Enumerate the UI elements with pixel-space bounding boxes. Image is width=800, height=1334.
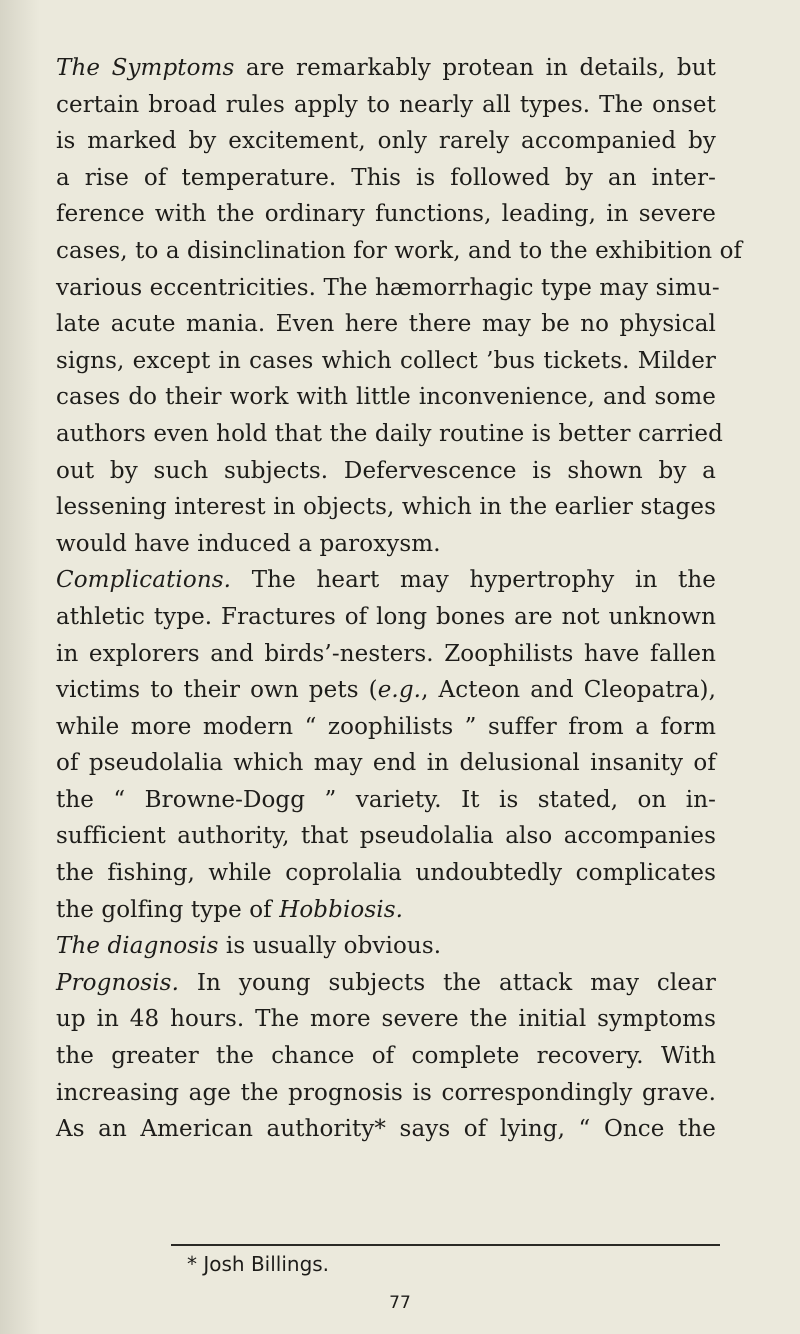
p2-line-2: athletic type. Fractures of long bones are not unknown bbox=[56, 603, 716, 630]
p2-line-1: Complications. The heart may hypertrophy in the bbox=[56, 567, 716, 594]
p4-line-2: up in 48 hours. The more severe the initial symptoms bbox=[56, 1006, 716, 1033]
p1-line-1: The Symptoms are remarkably protean in details, but bbox=[56, 55, 717, 81]
p1-line-5: ference with the ordinary functions, leading, in severe bbox=[56, 201, 716, 228]
p1-line-9: signs, except in cases which collect ’bus tickets. Milder bbox=[56, 347, 716, 374]
page-edge-shadow bbox=[0, 0, 40, 1334]
p1-line-8: late acute mania. Even here there may be no physical bbox=[56, 311, 716, 338]
p4-line-1: Prognosis. In young subjects the attack may clear bbox=[56, 969, 716, 996]
p4-line-4: increasing age the prognosis is correspondingly grave. bbox=[56, 1079, 716, 1106]
p1-line-14: would have induced a paroxysm. bbox=[56, 530, 441, 557]
p2-line-10: the golfing type of Hobbiosis. bbox=[56, 896, 404, 923]
p2-line-5: while more modern “ zoophilists ” suffer from a form bbox=[56, 713, 716, 740]
footnote-divider bbox=[171, 1244, 720, 1246]
p2-line-8: sufficient authority, that pseudolalia also accompanies bbox=[56, 823, 716, 850]
p2-line-4: victims to their own pets (e.g., Acteon and Cleopatra), bbox=[56, 677, 716, 704]
p2-line-9: the fishing, while coprolalia undoubtedly complicates bbox=[56, 860, 716, 887]
hobbiosis-term: Hobbiosis. bbox=[279, 896, 404, 923]
p4-lead: Prognosis. bbox=[56, 969, 179, 996]
p1-line-4: a rise of temperature. This is followed by an inter- bbox=[56, 164, 716, 191]
p1-lead: The Symptoms bbox=[56, 55, 235, 81]
p1-line-10: cases do their work with little inconvenience, and some bbox=[56, 384, 716, 411]
p2-line-3: in explorers and birds’-nesters. Zoophilists have fallen bbox=[56, 640, 716, 667]
p1-line-2: certain broad rules apply to nearly all types. The onset bbox=[56, 91, 716, 118]
body-text bbox=[56, 50, 743, 1148]
footnote: * Josh Billings. bbox=[187, 1252, 330, 1276]
p1-line-6: cases, to a disinclination for work, and to the exhibition of bbox=[56, 237, 743, 264]
p1-line-3: is marked by excitement, only rarely accompanied by bbox=[56, 128, 716, 155]
p1-line-12: out by such subjects. Defervescence is shown by a bbox=[56, 457, 716, 484]
p1-line-7: various eccentricities. The hæmorrhagic type may simu- bbox=[56, 274, 720, 301]
p3-line-1: The diagnosis is usually obvious. bbox=[56, 933, 442, 960]
p4-line-5: As an American authority* says of lying, “ Once the bbox=[56, 1116, 716, 1143]
p1-line-11: authors even hold that the daily routine is better carried bbox=[56, 420, 723, 447]
p4-line-3: the greater the chance of complete recovery. With bbox=[56, 1043, 716, 1070]
p2-line-7: the “ Browne-Dogg ” variety. It is stated, on in- bbox=[56, 786, 716, 813]
page-number: 77 bbox=[389, 1293, 411, 1313]
p3-lead: The diagnosis bbox=[56, 933, 219, 960]
p2-line-6: of pseudolalia which may end in delusional insanity of bbox=[56, 750, 716, 777]
p1-line-13: lessening interest in objects, which in the earlier stages bbox=[56, 494, 716, 521]
p2-lead: Complications. bbox=[56, 567, 232, 594]
